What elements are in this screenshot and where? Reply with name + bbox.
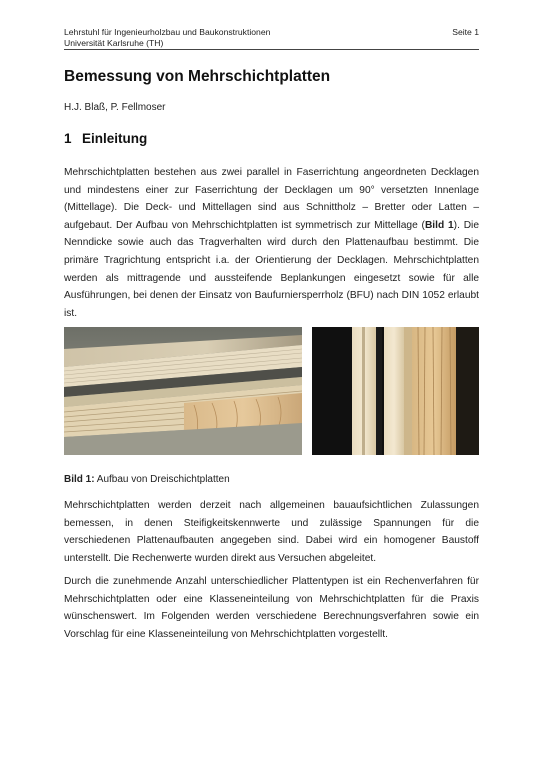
photo-panel-edges-image [312,327,479,455]
header-page-number: Seite 1 [452,27,479,37]
section-title: Einleitung [82,131,148,146]
paragraph-outlook: Durch die zunehmende Anzahl unterschiedlicher Plattentypen ist ein Rechenverfahren für Mehrschichtplatten oder eine Klasseneinteilung von Mehrschichtplatten für die Praxis wünschenswert. Im Folgenden werden verschiedene Berechnungsverfahren sowie ein Vorschlag für eine Klasseneinteilung von Mehrschichtplatten vorgestellt. [64,576,479,640]
section-heading [64,131,147,146]
paragraph-intro-text-1: Mehrschichtplatten bestehen aus zwei parallel in Faserrichtung angeordneten Decklagen und mindestens einer zur Faserrichtung der Decklagen um 90° versetzten Innenlage (Mittellage). Die Deck- und Mittellagen sind aus Schnittholz – Bretter oder Latten – aufgebaut. Der Aufbau von Mehrschichtplatten ist symmetrisch zur Mittellage ( [64,167,479,231]
header-divider [64,49,479,50]
paragraph-current-practice: Mehrschichtplatten werden derzeit nach allgemeinen bauaufsichtlichen Zulassungen bemessen, in denen Steifigkeitskennwerte und zulässige Spannungen für die verschiedenen Plattenaufbauten angegeben sind. Dabei wird ein homogener Baustoff unterstellt. Die Rechenwerte wurden direkt aus Versuchen abgeleitet. [64,500,479,564]
header-affiliation [64,27,270,49]
paragraph-intro [64,164,479,322]
header-university: Universität Karlsruhe (TH) [64,38,164,48]
figure-caption-text: Aufbau von Dreischichtplatten [96,474,230,485]
figure-caption [64,474,230,485]
header-institute: Lehrstuhl für Ingenieurholzbau und Baukonstruktionen [64,27,271,37]
figure-reference: Bild 1 [424,219,454,231]
photo-panels-stacked [64,327,302,455]
document-title: Bemessung von Mehrschichtplatten [64,68,331,85]
photo-panels-stacked-image [64,327,302,455]
section-number: 1 [64,131,72,146]
document-authors: H.J. Blaß, P. Fellmoser [64,102,166,113]
paragraph-intro-text-2: ). Die Nenndicke sowie auch das Tragverhalten wird durch den Plattenaufbau bestimmt. Die primäre Tragrichtung entspricht i.a. der Orientierung der Decklagen. Mehrschichtplatten werden als mittragende und aussteifende Beplankungen eingesetzt sowie für alle Ausführungen, bei denen der Einsatz von Baufurniersperrholz (BFU) nach DIN 1052 erlaubt ist. [64,219,479,319]
figure-caption-label: Bild 1: [64,474,95,485]
photo-panel-edges [312,327,479,455]
